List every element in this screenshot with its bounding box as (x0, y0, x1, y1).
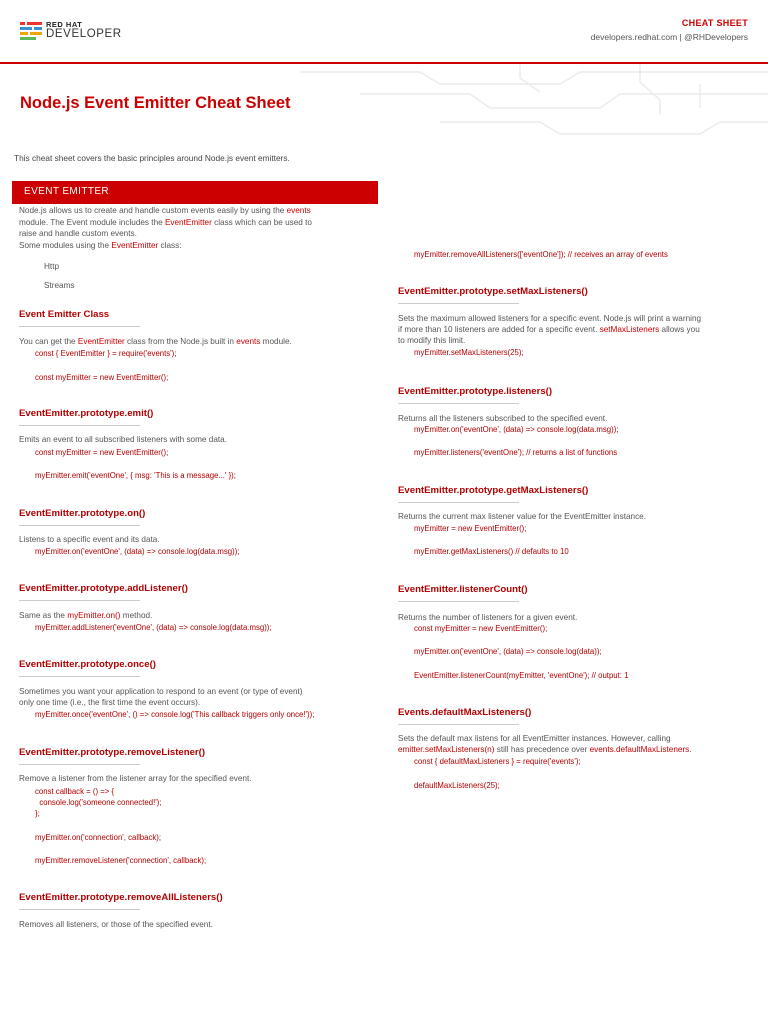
section-banner (12, 181, 378, 204)
heading-rule (398, 403, 519, 404)
event-emitter-description (19, 205, 369, 251)
code-line: const callback = () => { (35, 787, 115, 796)
text: class from the Node.js built in (124, 337, 237, 346)
section-text: Emits an event to all subscribed listeners with some data. (19, 435, 227, 444)
heading-rule (19, 425, 140, 426)
text: allows you (659, 325, 700, 334)
code-line: myEmitter = new EventEmitter(); (414, 524, 527, 533)
section-text (19, 610, 152, 622)
section-text: Sets the maximum allowed listeners for a specific event. Node.js will print a warning (398, 314, 702, 323)
red-hat-logo-icon (20, 22, 42, 40)
heading-rule (398, 601, 519, 602)
code-line: console.log('someone connected!'); (35, 798, 162, 807)
section-text: Sets the default max listens for all EventEmitter instances. However, calling (398, 734, 671, 743)
code-line: myEmitter.addListener('eventOne', (data) => console.log(data.msg)); (35, 623, 272, 632)
text: still has precedence over (494, 745, 590, 754)
brand-top: RED HAT (46, 20, 83, 29)
heading-rule (19, 326, 140, 327)
inline-term: EventEmitter (164, 217, 212, 227)
text: . (689, 745, 692, 754)
heading-rule (19, 909, 140, 910)
section-text: Sometimes you want your application to respond to an event (or type of event) (19, 687, 303, 696)
section-heading: EventEmitter.prototype.listeners() (398, 386, 553, 397)
text: module. (260, 337, 292, 346)
code-line: const myEmitter = new EventEmitter(); (414, 624, 548, 633)
section-heading: EventEmitter.prototype.removeAllListeners() (19, 892, 223, 903)
text: You can get the (19, 337, 78, 346)
inline-term: events.defaultMaxListeners (589, 745, 690, 754)
text: class: (158, 240, 182, 250)
section-heading: EventEmitter.listenerCount() (398, 584, 528, 595)
code-line: myEmitter.listeners('eventOne'); // returns a list of functions (414, 448, 618, 457)
section-text: Returns all the listeners subscribed to the specified event. (398, 414, 608, 423)
text: Same as the (19, 611, 68, 620)
code-line: myEmitter.on('eventOne', (data) => console.log(data)); (414, 647, 602, 656)
section-text: Returns the current max listener value for the EventEmitter instance. (398, 512, 647, 521)
heading-rule (398, 724, 519, 725)
intro-text: This cheat sheet covers the basic principles around Node.js event emitters. (14, 153, 290, 163)
section-heading: EventEmitter.prototype.removeListener() (19, 747, 206, 758)
code-line: myEmitter.on('eventOne', (data) => console.log(data.msg)); (35, 547, 240, 556)
code-line: }; (35, 809, 40, 818)
text: class which can be used to (211, 217, 312, 227)
code-line: myEmitter.emit('eventOne', { msg: 'This is a message...' }); (35, 471, 236, 480)
page-title: Node.js Event Emitter Cheat Sheet (20, 94, 291, 112)
section-text: Returns the number of listeners for a given event. (398, 613, 578, 622)
code-line: myEmitter.on('connection', callback); (35, 833, 162, 842)
inline-term: EventEmitter (77, 337, 125, 346)
section-heading: EventEmitter.prototype.addListener() (19, 583, 188, 594)
module-item: Streams (44, 281, 75, 290)
section-text (19, 336, 292, 348)
code-line: myEmitter.getMaxListeners() // defaults to 10 (414, 547, 569, 556)
section-heading: Events.defaultMaxListeners() (398, 707, 532, 718)
code-line: myEmitter.removeListener('connection', callback); (35, 856, 207, 865)
heading-rule (19, 525, 140, 526)
code-line: myEmitter.removeAllListeners(['eventOne']); // receives an array of events (414, 250, 668, 259)
code-line: const { defaultMaxListeners } = require('events'); (414, 757, 581, 766)
heading-rule (19, 600, 140, 601)
inline-term: myEmitter.on() (67, 611, 121, 620)
code-line: defaultMaxListeners(25); (414, 781, 500, 790)
heading-rule (398, 502, 519, 503)
inline-term: emitter.setMaxListeners(n) (398, 745, 495, 754)
module-item: Http (44, 262, 60, 271)
section-heading: EventEmitter.prototype.setMaxListeners() (398, 286, 588, 297)
section-text: Listens to a specific event and its data. (19, 535, 160, 544)
section-heading: EventEmitter.prototype.emit() (19, 408, 154, 419)
section-heading: EventEmitter.prototype.once() (19, 659, 156, 670)
section-text: only one time (i.e., the first time the event occurs). (19, 698, 201, 707)
section-heading: Event Emitter Class (19, 309, 110, 320)
code-line: const myEmitter = new EventEmitter(); (35, 373, 169, 382)
section-banner-label: EVENT EMITTER (24, 186, 110, 197)
text: module. The Event module includes the (19, 217, 165, 227)
brand-bottom: DEVELOPER (46, 28, 122, 40)
section-heading: EventEmitter.prototype.on() (19, 508, 146, 519)
text: raise and handle custom events. (19, 229, 137, 238)
heading-rule (19, 676, 140, 677)
code-line: const { EventEmitter } = require('events'); (35, 349, 177, 358)
inline-term: events (286, 206, 311, 215)
text: Node.js allows us to create and handle custom events easily by using the (19, 206, 287, 215)
inline-term: setMaxListeners (599, 325, 660, 334)
site-handle: developers.redhat.com | @RHDevelopers (590, 32, 748, 42)
text: if more than 10 listeners are added for a specific event. (398, 325, 600, 334)
code-line: myEmitter.setMaxListeners(25); (414, 348, 524, 357)
section-text: Remove a listener from the listener array for the specified event. (19, 774, 252, 783)
code-line: EventEmitter.listenerCount(myEmitter, 'eventOne'); // output: 1 (414, 671, 629, 680)
text: Some modules using the (19, 240, 112, 250)
inline-term: events (236, 337, 261, 346)
heading-rule (19, 764, 140, 765)
inline-term: EventEmitter (111, 240, 159, 250)
code-line: myEmitter.once('eventOne', () => console.log('This callback triggers only once!')); (35, 710, 315, 719)
code-line: const myEmitter = new EventEmitter(); (35, 448, 169, 457)
section-text (398, 744, 692, 756)
section-heading: EventEmitter.prototype.getMaxListeners() (398, 485, 589, 496)
code-line: myEmitter.on('eventOne', (data) => console.log(data.msg)); (414, 425, 619, 434)
cheat-sheet-label: CHEAT SHEET (681, 18, 748, 28)
section-text: to modify this limit. (398, 336, 466, 345)
section-text (398, 324, 700, 336)
section-text: Removes all listeners, or those of the specified event. (19, 920, 213, 929)
text: method. (120, 611, 153, 620)
heading-rule (398, 303, 519, 304)
